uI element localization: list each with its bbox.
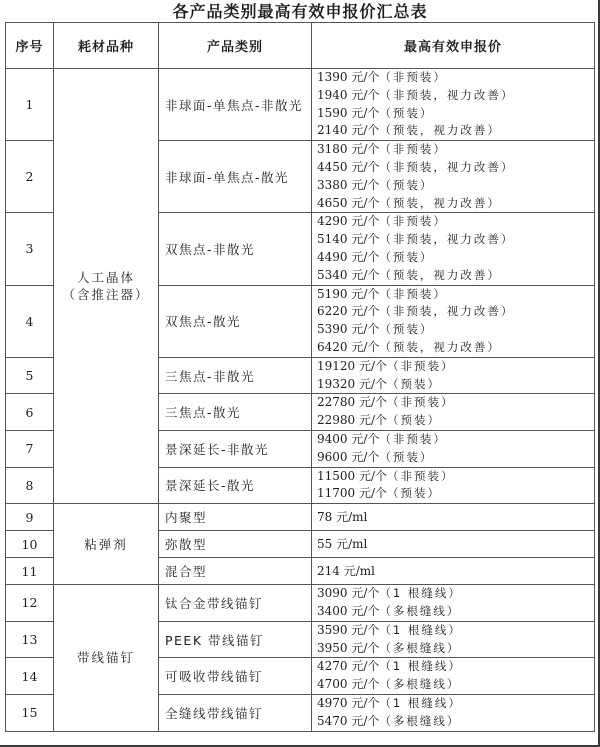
product-category: 可吸收带线锚钉	[159, 658, 312, 695]
row-number: 15	[6, 694, 54, 731]
price-value: 11500 元/个	[317, 468, 388, 483]
price-line	[317, 585, 594, 603]
price-value: 4650 元/个	[317, 195, 380, 210]
price-value: 9400 元/个	[317, 431, 380, 446]
price-cell	[312, 430, 595, 467]
price-value: 19120 元/个	[317, 358, 388, 373]
table-row	[6, 69, 595, 141]
price-note: （1 根缝线）	[379, 659, 462, 674]
price-value: 1940 元/个	[317, 87, 380, 102]
price-value: 11700 元/个	[317, 486, 388, 501]
price-line	[317, 603, 594, 621]
row-number: 9	[6, 504, 54, 531]
material-label: 带线锚钉	[76, 650, 135, 666]
price-note: （预装，视力改善）	[379, 267, 501, 282]
product-category: 非球面-单焦点-散光	[159, 141, 312, 213]
header-material: 耗材品种	[54, 23, 159, 69]
price-note: （非预装）	[379, 70, 447, 84]
header-price: 最高有效申报价	[312, 23, 595, 69]
price-value: 4450 元/个	[317, 159, 380, 174]
row-number: 3	[6, 213, 54, 285]
price-note: （预装）	[379, 449, 434, 464]
price-cell	[312, 694, 595, 731]
price-cell	[312, 558, 595, 585]
price-line	[317, 87, 594, 105]
price-note: （预装）	[379, 322, 434, 337]
price-value: 5340 元/个	[317, 267, 380, 282]
price-cell	[312, 467, 595, 504]
material-sublabel: （含推注器）	[62, 287, 150, 303]
product-category: 钛合金带线锚钉	[159, 585, 312, 622]
price-value: 3400 元/个	[317, 603, 380, 618]
row-number: 5	[6, 357, 54, 394]
price-line	[317, 558, 594, 584]
product-category: 内聚型	[159, 504, 312, 531]
price-summary-table	[5, 22, 595, 732]
price-value: 5190 元/个	[317, 286, 380, 301]
price-note: （1 根缝线）	[379, 695, 462, 710]
product-category: 三焦点-非散光	[159, 357, 312, 394]
price-value: 3380 元/个	[317, 177, 380, 192]
product-category: 景深延长-非散光	[159, 430, 312, 467]
row-number: 11	[6, 558, 54, 585]
price-note: （预装）	[387, 413, 442, 428]
price-value: 22980 元/个	[317, 413, 388, 428]
material-lens	[54, 69, 159, 504]
table-row	[6, 504, 595, 531]
price-cell	[312, 213, 595, 285]
product-category: 混合型	[159, 558, 312, 585]
row-number: 7	[6, 430, 54, 467]
price-note: （非预装）	[379, 214, 447, 229]
price-cell	[312, 585, 595, 622]
material-viscoelastic	[54, 504, 159, 585]
price-line	[317, 622, 594, 640]
product-category: 非球面-单焦点-非散光	[159, 69, 312, 141]
price-note: （非预装）	[387, 468, 455, 483]
price-line	[317, 695, 594, 713]
price-value: 5470 元/个	[317, 713, 380, 728]
row-number: 14	[6, 658, 54, 695]
price-value: 55 元/ml	[317, 537, 368, 552]
price-note: （预装）	[387, 486, 442, 501]
product-category: 双焦点-非散光	[159, 213, 312, 285]
price-line	[317, 69, 594, 87]
price-line	[317, 504, 594, 530]
product-category: 三焦点-散光	[159, 394, 312, 431]
price-value: 6420 元/个	[317, 339, 380, 354]
price-cell	[312, 394, 595, 431]
price-line	[317, 676, 594, 694]
price-note: （多根缝线）	[379, 640, 461, 655]
table-row	[6, 585, 595, 622]
price-note: （非预装，视力改善）	[379, 232, 515, 247]
price-line	[317, 105, 594, 123]
price-value: 4970 元/个	[317, 695, 380, 710]
price-line	[317, 141, 594, 159]
price-cell	[312, 69, 595, 141]
price-note: （预装，视力改善）	[379, 123, 501, 138]
price-note: （非预装，视力改善）	[379, 304, 515, 319]
price-line	[317, 394, 594, 412]
material-label: 粘弹剂	[84, 536, 128, 552]
page-title: 各产品类别最高有效申报价汇总表	[172, 2, 428, 21]
price-cell	[312, 531, 595, 558]
price-line	[317, 485, 594, 503]
price-value: 3180 元/个	[317, 142, 380, 157]
price-value: 2140 元/个	[317, 123, 380, 138]
price-note: （非预装，视力改善）	[379, 159, 515, 174]
table-header-row	[6, 23, 595, 69]
price-value: 4270 元/个	[317, 659, 380, 674]
row-number: 6	[6, 394, 54, 431]
product-category: 全缝线带线锚钉	[159, 694, 312, 731]
price-line	[317, 122, 594, 140]
price-value: 4490 元/个	[317, 249, 380, 264]
material-label: 人工晶体	[76, 270, 135, 286]
price-note: （预装）	[387, 376, 442, 391]
price-note: （多根缝线）	[379, 713, 461, 728]
price-line	[317, 640, 594, 658]
price-line	[317, 303, 594, 321]
row-number: 13	[6, 621, 54, 658]
price-value: 6220 元/个	[317, 304, 380, 319]
price-value: 78 元/ml	[317, 510, 368, 525]
price-note: （预装）	[379, 249, 434, 264]
price-line	[317, 249, 594, 267]
price-note: （非预装）	[387, 395, 455, 410]
price-value: 22780 元/个	[317, 395, 388, 410]
product-category: PEEK 带线锚钉	[159, 621, 312, 658]
price-note: （预装）	[379, 105, 434, 120]
price-line	[317, 339, 594, 357]
row-number: 10	[6, 531, 54, 558]
price-cell	[312, 285, 595, 357]
price-line	[317, 358, 594, 376]
price-value: 4290 元/个	[317, 214, 380, 229]
row-number: 1	[6, 69, 54, 141]
price-line	[317, 159, 594, 177]
price-cell	[312, 621, 595, 658]
price-line	[317, 321, 594, 339]
price-line	[317, 468, 594, 486]
price-note: （多根缝线）	[379, 677, 461, 692]
price-note: （1 根缝线）	[379, 622, 462, 637]
product-category: 弥散型	[159, 531, 312, 558]
price-line	[317, 267, 594, 285]
row-number: 8	[6, 467, 54, 504]
price-value: 4700 元/个	[317, 677, 380, 692]
price-value: 1390 元/个	[317, 70, 380, 84]
price-value: 3090 元/个	[317, 586, 380, 601]
price-value: 9600 元/个	[317, 449, 380, 464]
price-note: （1 根缝线）	[379, 586, 462, 601]
price-line	[317, 376, 594, 394]
price-line	[317, 213, 594, 231]
price-line	[317, 286, 594, 304]
price-line	[317, 449, 594, 467]
price-value: 5140 元/个	[317, 232, 380, 247]
price-value: 3590 元/个	[317, 622, 380, 637]
product-category: 景深延长-散光	[159, 467, 312, 504]
row-number: 4	[6, 285, 54, 357]
price-cell	[312, 504, 595, 531]
price-line	[317, 231, 594, 249]
material-anchor	[54, 585, 159, 731]
price-note: （预装，视力改善）	[379, 195, 501, 210]
header-no: 序号	[6, 23, 54, 69]
price-note: （非预装）	[387, 358, 455, 373]
price-value: 3950 元/个	[317, 640, 380, 655]
price-value: 19320 元/个	[317, 376, 388, 391]
price-line	[317, 658, 594, 676]
price-cell	[312, 141, 595, 213]
price-note: （预装）	[379, 177, 434, 192]
price-note: （非预装）	[379, 286, 447, 301]
price-line	[317, 713, 594, 731]
row-number: 2	[6, 141, 54, 213]
price-note: （非预装）	[379, 431, 447, 446]
price-cell	[312, 357, 595, 394]
price-value: 214 元/ml	[317, 564, 375, 579]
price-line	[317, 412, 594, 430]
price-value: 5390 元/个	[317, 322, 380, 337]
price-value: 1590 元/个	[317, 105, 380, 120]
price-note: （预装，视力改善）	[379, 339, 501, 354]
product-category: 双焦点-散光	[159, 285, 312, 357]
header-category: 产品类别	[159, 23, 312, 69]
row-number: 12	[6, 585, 54, 622]
price-cell	[312, 658, 595, 695]
price-note: （多根缝线）	[379, 603, 461, 618]
price-line	[317, 431, 594, 449]
price-line	[317, 195, 594, 213]
price-line	[317, 177, 594, 195]
price-note: （非预装）	[379, 142, 447, 157]
price-note: （非预装，视力改善）	[379, 87, 515, 102]
price-line	[317, 531, 594, 557]
